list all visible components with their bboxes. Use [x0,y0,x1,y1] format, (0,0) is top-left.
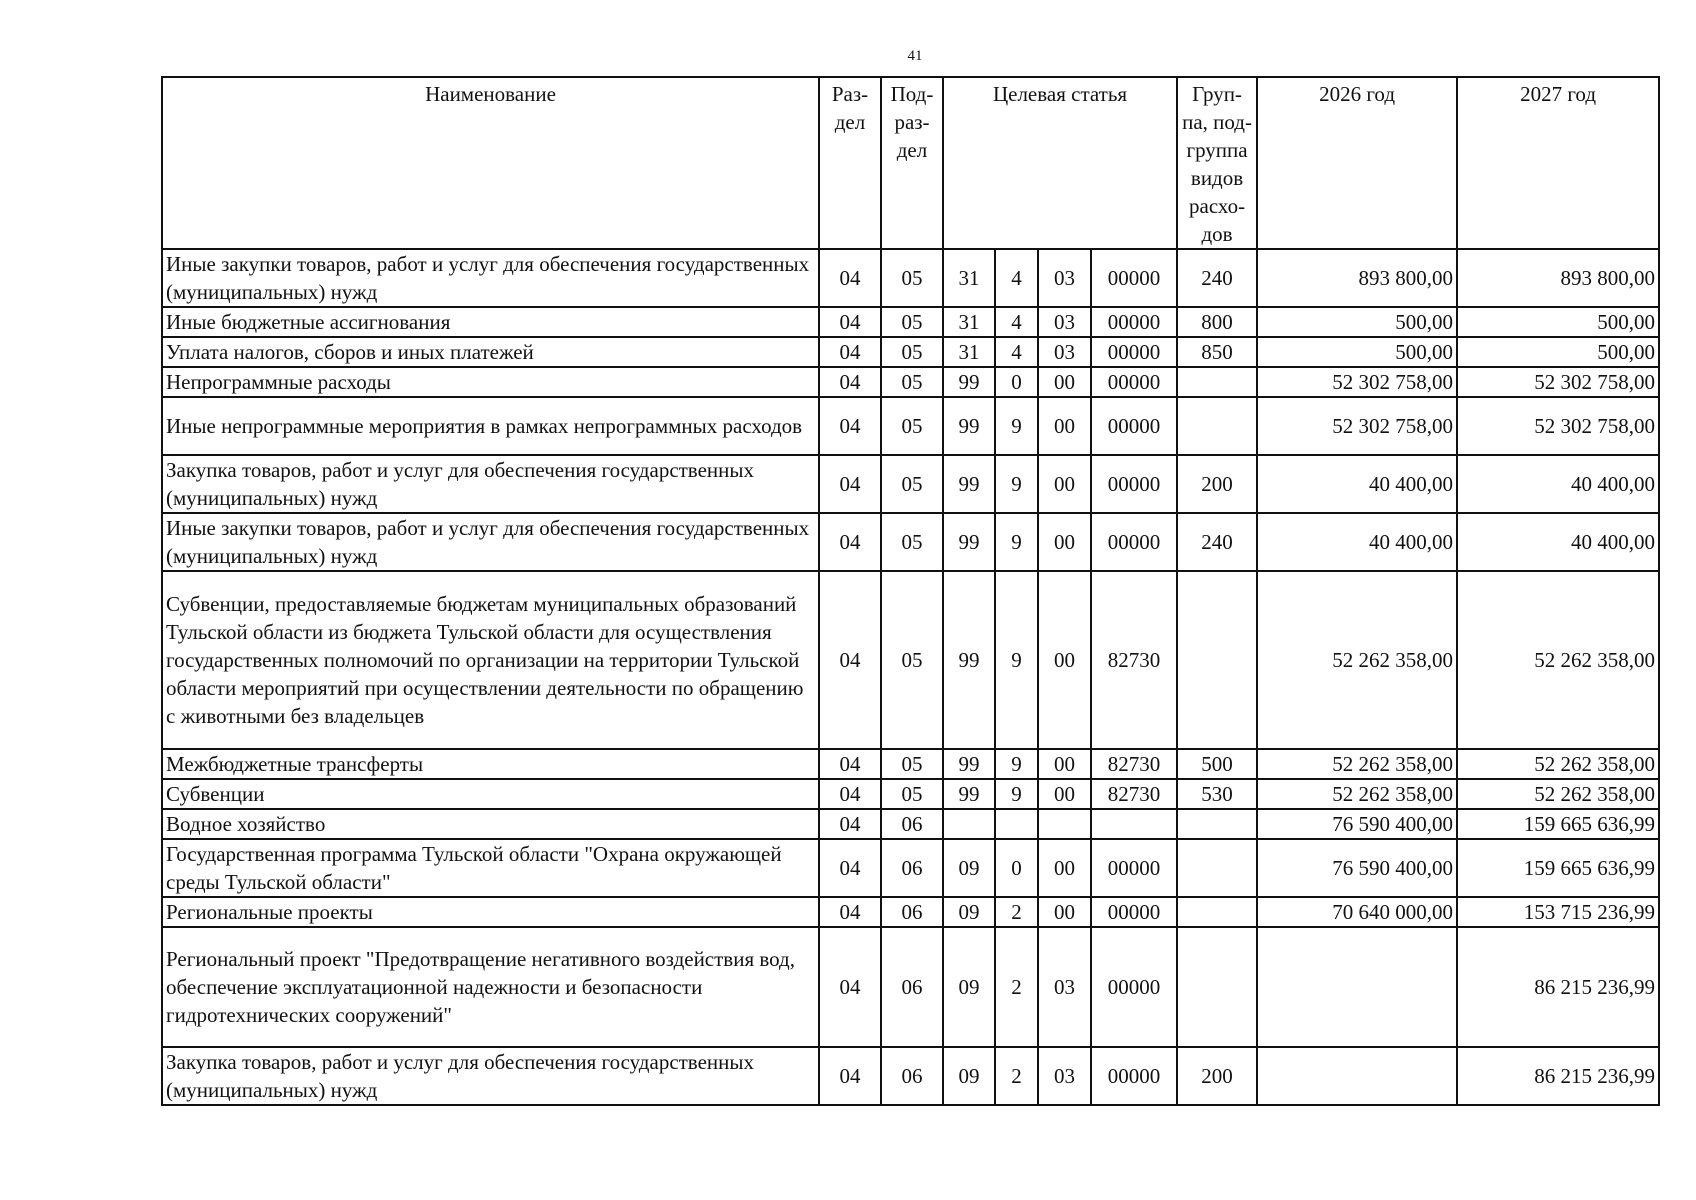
row-podrazdel: 06 [881,1047,943,1105]
row-amount-2027: 159 665 636,99 [1457,839,1659,897]
row-target-direction: 00000 [1091,455,1177,513]
row-amount-2027: 500,00 [1457,337,1659,367]
row-amount-2026 [1257,1047,1457,1105]
row-target-direction: 82730 [1091,779,1177,809]
row-target-subprogram: 9 [995,455,1038,513]
row-name: Иные бюджетные ассигнования [162,307,819,337]
row-target-event: 00 [1038,779,1091,809]
row-amount-2026: 52 262 358,00 [1257,749,1457,779]
row-amount-2027: 40 400,00 [1457,513,1659,571]
row-podrazdel: 05 [881,571,943,749]
row-expense-group: 530 [1177,779,1257,809]
row-amount-2026: 893 800,00 [1257,249,1457,307]
row-amount-2026 [1257,927,1457,1047]
row-razdel: 04 [819,571,881,749]
row-expense-group: 240 [1177,513,1257,571]
row-expense-group [1177,927,1257,1047]
row-amount-2027: 86 215 236,99 [1457,1047,1659,1105]
row-amount-2027: 52 262 358,00 [1457,749,1659,779]
row-target-program: 99 [943,455,995,513]
row-expense-group [1177,397,1257,455]
row-podrazdel: 05 [881,307,943,337]
row-target-program: 09 [943,897,995,927]
row-amount-2027: 52 262 358,00 [1457,571,1659,749]
row-target-program: 99 [943,749,995,779]
row-target-direction: 00000 [1091,513,1177,571]
row-target-program: 09 [943,927,995,1047]
row-razdel: 04 [819,367,881,397]
row-razdel: 04 [819,337,881,367]
row-target-event: 00 [1038,367,1091,397]
row-target-subprogram: 9 [995,397,1038,455]
row-amount-2027: 52 302 758,00 [1457,367,1659,397]
row-target-program: 99 [943,779,995,809]
row-amount-2026: 52 302 758,00 [1257,367,1457,397]
row-target-direction: 00000 [1091,337,1177,367]
row-target-subprogram: 0 [995,367,1038,397]
row-razdel: 04 [819,839,881,897]
row-amount-2027: 52 302 758,00 [1457,397,1659,455]
row-podrazdel: 05 [881,779,943,809]
row-amount-2026: 52 262 358,00 [1257,779,1457,809]
row-target-program: 31 [943,249,995,307]
row-name: Субвенции, предоставляемые бюджетам муниципальных образований Тульской области из бюджета Тульской области для осуществления государственных полномочий по организации на территории Тульской области мероприятий при осуществлении деятельности по обращению с животными без владельцев [162,571,819,749]
row-name: Иные закупки товаров, работ и услуг для обеспечения государственных (муниципальных) нужд [162,513,819,571]
row-name: Уплата налогов, сборов и иных платежей [162,337,819,367]
row-expense-group: 850 [1177,337,1257,367]
row-razdel: 04 [819,749,881,779]
row-expense-group: 200 [1177,455,1257,513]
row-podrazdel: 05 [881,249,943,307]
row-expense-group: 500 [1177,749,1257,779]
table-body [162,249,1659,1105]
header-name: Наименование [162,77,819,249]
row-razdel: 04 [819,779,881,809]
row-target-event: 00 [1038,455,1091,513]
row-target-program: 99 [943,367,995,397]
row-amount-2026: 76 590 400,00 [1257,839,1457,897]
row-name: Водное хозяйство [162,809,819,839]
table-row [162,927,1659,1047]
row-target-event: 03 [1038,1047,1091,1105]
row-expense-group [1177,571,1257,749]
row-amount-2027: 500,00 [1457,307,1659,337]
row-amount-2026: 500,00 [1257,337,1457,367]
row-amount-2026: 52 302 758,00 [1257,397,1457,455]
row-target-subprogram [995,809,1038,839]
row-podrazdel: 05 [881,513,943,571]
row-expense-group [1177,367,1257,397]
header-podrazdel: Под-раз-дел [881,77,943,249]
row-target-event: 00 [1038,897,1091,927]
row-razdel: 04 [819,455,881,513]
row-name: Непрограммные расходы [162,367,819,397]
row-target-event: 00 [1038,513,1091,571]
row-amount-2026: 500,00 [1257,307,1457,337]
row-target-program: 31 [943,307,995,337]
row-razdel: 04 [819,1047,881,1105]
row-amount-2026: 76 590 400,00 [1257,809,1457,839]
row-razdel: 04 [819,897,881,927]
row-podrazdel: 06 [881,839,943,897]
row-amount-2026: 52 262 358,00 [1257,571,1457,749]
row-target-direction: 00000 [1091,307,1177,337]
row-name: Государственная программа Тульской области "Охрана окружающей среды Тульской области" [162,839,819,897]
row-expense-group: 800 [1177,307,1257,337]
table-row [162,249,1659,307]
header-razdel: Раз-дел [819,77,881,249]
row-name: Закупка товаров, работ и услуг для обеспечения государственных (муниципальных) нужд [162,455,819,513]
row-target-event: 03 [1038,307,1091,337]
row-target-event [1038,809,1091,839]
row-target-event: 00 [1038,397,1091,455]
row-target-program [943,809,995,839]
table-header-row [162,77,1659,249]
row-razdel: 04 [819,249,881,307]
row-target-direction: 00000 [1091,839,1177,897]
row-target-direction: 00000 [1091,1047,1177,1105]
row-amount-2026: 70 640 000,00 [1257,897,1457,927]
row-target-event: 00 [1038,839,1091,897]
row-target-subprogram: 2 [995,1047,1038,1105]
table-row [162,779,1659,809]
row-target-subprogram: 9 [995,749,1038,779]
row-target-subprogram: 4 [995,307,1038,337]
budget-table [161,76,1660,1106]
row-target-direction: 00000 [1091,397,1177,455]
row-podrazdel: 05 [881,455,943,513]
row-target-event: 00 [1038,571,1091,749]
row-podrazdel: 05 [881,367,943,397]
row-target-subprogram: 9 [995,779,1038,809]
row-target-subprogram: 2 [995,927,1038,1047]
row-razdel: 04 [819,307,881,337]
header-expense-group: Груп-па, под-группа видов расхо-дов [1177,77,1257,249]
row-name: Региональный проект "Предотвращение негативного воздействия вод, обеспечение эксплуатационной надежности и безопасности гидротехнических сооружений" [162,927,819,1047]
row-podrazdel: 06 [881,809,943,839]
row-target-subprogram: 0 [995,839,1038,897]
row-amount-2027: 40 400,00 [1457,455,1659,513]
table-row [162,455,1659,513]
row-target-subprogram: 4 [995,337,1038,367]
row-target-event: 00 [1038,749,1091,779]
row-razdel: 04 [819,927,881,1047]
page-number: 41 [907,48,923,64]
table-row [162,897,1659,927]
table-row [162,571,1659,749]
row-target-program: 09 [943,1047,995,1105]
row-expense-group: 200 [1177,1047,1257,1105]
table-row [162,307,1659,337]
row-amount-2027: 52 262 358,00 [1457,779,1659,809]
row-target-event: 03 [1038,927,1091,1047]
row-razdel: 04 [819,809,881,839]
table-row [162,839,1659,897]
table-row [162,337,1659,367]
row-amount-2027: 893 800,00 [1457,249,1659,307]
row-amount-2026: 40 400,00 [1257,513,1457,571]
row-amount-2026: 40 400,00 [1257,455,1457,513]
row-amount-2027: 153 715 236,99 [1457,897,1659,927]
row-target-event: 03 [1038,249,1091,307]
row-podrazdel: 05 [881,337,943,367]
row-podrazdel: 06 [881,927,943,1047]
row-target-program: 99 [943,571,995,749]
row-amount-2027: 159 665 636,99 [1457,809,1659,839]
row-podrazdel: 06 [881,897,943,927]
row-name: Региональные проекты [162,897,819,927]
row-name: Иные непрограммные мероприятия в рамках непрограммных расходов [162,397,819,455]
header-year-2027: 2027 год [1457,77,1659,249]
row-target-program: 99 [943,397,995,455]
row-expense-group [1177,809,1257,839]
row-name: Субвенции [162,779,819,809]
row-target-subprogram: 9 [995,513,1038,571]
row-target-direction: 00000 [1091,249,1177,307]
row-target-subprogram: 2 [995,897,1038,927]
table-row [162,1047,1659,1105]
row-target-program: 09 [943,839,995,897]
table-row [162,513,1659,571]
row-podrazdel: 05 [881,749,943,779]
table-row [162,367,1659,397]
row-target-subprogram: 9 [995,571,1038,749]
header-target-article: Целевая статья [943,77,1177,249]
row-expense-group [1177,839,1257,897]
row-target-event: 03 [1038,337,1091,367]
row-target-program: 99 [943,513,995,571]
row-target-direction: 82730 [1091,571,1177,749]
row-name: Закупка товаров, работ и услуг для обеспечения государственных (муниципальных) нужд [162,1047,819,1105]
row-target-direction [1091,809,1177,839]
row-target-direction: 00000 [1091,367,1177,397]
row-expense-group: 240 [1177,249,1257,307]
row-podrazdel: 05 [881,397,943,455]
row-target-direction: 00000 [1091,897,1177,927]
table-row [162,397,1659,455]
row-razdel: 04 [819,513,881,571]
row-target-program: 31 [943,337,995,367]
table-row [162,809,1659,839]
row-name: Иные закупки товаров, работ и услуг для обеспечения государственных (муниципальных) нужд [162,249,819,307]
row-razdel: 04 [819,397,881,455]
table-row [162,749,1659,779]
row-target-subprogram: 4 [995,249,1038,307]
row-target-direction: 00000 [1091,927,1177,1047]
row-name: Межбюджетные трансферты [162,749,819,779]
row-expense-group [1177,897,1257,927]
header-year-2026: 2026 год [1257,77,1457,249]
row-target-direction: 82730 [1091,749,1177,779]
row-amount-2027: 86 215 236,99 [1457,927,1659,1047]
